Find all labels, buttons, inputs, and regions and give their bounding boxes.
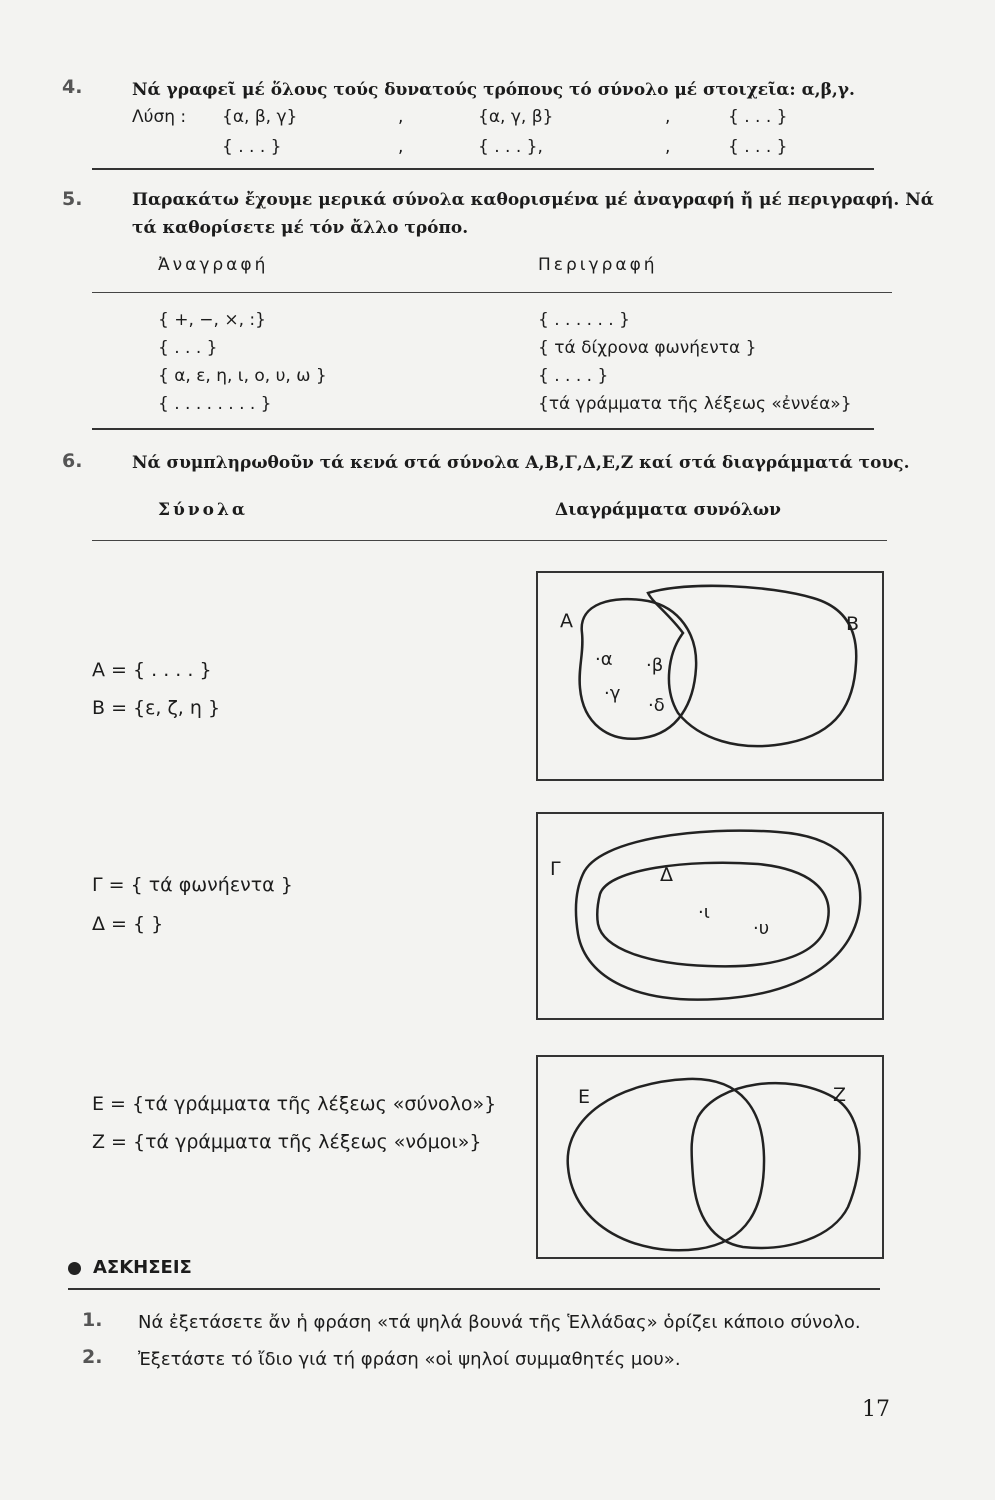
- bullet-icon: [68, 1262, 81, 1275]
- element-alpha: ·α: [595, 649, 613, 670]
- exercise-1-number: 1.: [82, 1309, 103, 1331]
- exercises-title: ΑΣΚΗΣΕΙΣ: [93, 1257, 192, 1278]
- ex4-answer-6: { . . . }: [728, 137, 788, 157]
- ex4-answer-4: { . . . }: [222, 137, 282, 157]
- set-e-label: Ε: [578, 1086, 591, 1108]
- divider: [92, 168, 874, 170]
- exercise-5-question-line1: Παρακάτω ἔχουμε μερικά σύνολα καθορισμένα μέ ἀναγραφή ἤ μέ περιγραφή. Νά: [132, 190, 934, 210]
- column-header-diagrammata: Διαγράμματα συνόλων: [555, 500, 781, 520]
- element-beta: ·β: [646, 655, 664, 676]
- venn-diagram-a-b: [536, 571, 884, 781]
- set-a-label: Α: [560, 610, 573, 632]
- column-header-perigrafi: Περιγραφή: [538, 255, 658, 275]
- table-header-rule: [92, 540, 887, 541]
- ex4-comma: ,: [665, 107, 671, 127]
- ex5-right-row-3: { . . . . }: [538, 366, 609, 386]
- set-d-label: Δ: [660, 864, 673, 886]
- set-z-definition: Ζ = {τά γράμματα τῆς λέξεως «νόμοι»}: [92, 1131, 482, 1153]
- venn-diagram-g-d: [536, 812, 884, 1020]
- set-d-definition: Δ = { }: [92, 913, 164, 935]
- ex4-comma: ,: [398, 137, 404, 157]
- table-header-rule: [92, 292, 892, 293]
- venn-diagram-a-b-shapes: [538, 573, 882, 779]
- set-b-definition: Β = {ε, ζ, η }: [92, 697, 221, 719]
- exercise-4-number: 4.: [62, 76, 83, 98]
- set-e-definition: Ε = {τά γράμματα τῆς λέξεως «σύνολο»}: [92, 1093, 497, 1115]
- ex5-right-row-4: {τά γράμματα τῆς λέξεως «ἐννέα»}: [538, 394, 852, 414]
- exercise-2-text: Ἐξετάστε τό ἴδιο γιά τή φράση «οἱ ψηλοί συμμαθητές μου».: [138, 1349, 681, 1370]
- column-header-synola: Σύνολα: [158, 500, 248, 520]
- element-delta: ·δ: [648, 695, 665, 716]
- exercise-6-number: 6.: [62, 450, 83, 472]
- ex4-answer-3: { . . . }: [728, 107, 788, 127]
- venn-diagram-e-z: [536, 1055, 884, 1259]
- set-a-definition: Α = { . . . . }: [92, 659, 212, 681]
- ex5-left-row-2: { . . . }: [158, 338, 218, 358]
- set-g-label: Γ: [550, 858, 561, 880]
- exercise-5-question-line2: τά καθορίσετε μέ τόν ἄλλο τρόπο.: [132, 218, 469, 238]
- element-upsilon: ·υ: [753, 918, 770, 939]
- ex5-right-row-2: { τά δίχρονα φωνήεντα }: [538, 338, 757, 358]
- exercises-heading: [68, 1257, 192, 1278]
- set-g-definition: Γ = { τά φωνήεντα }: [92, 874, 293, 896]
- ex4-answer-1: {α, β, γ}: [222, 107, 298, 127]
- exercise-6-question: Νά συμπληρωθοῦν τά κενά στά σύνολα Α,Β,Γ,Δ,Ε,Ζ καί στά διαγράμματά τους.: [132, 453, 910, 473]
- page-number: 17: [862, 1397, 890, 1422]
- divider: [68, 1288, 880, 1290]
- ex5-left-row-3: { α, ε, η, ι, ο, υ, ω }: [158, 366, 327, 386]
- exercise-2-number: 2.: [82, 1346, 103, 1368]
- exercise-4-question: Νά γραφεῖ μέ ὅλους τούς δυνατούς τρόπους τό σύνολο μέ στοιχεῖα: α,β,γ.: [132, 80, 855, 100]
- ex5-left-row-1: { +, −, ×, :}: [158, 310, 266, 330]
- element-gamma: ·γ: [604, 683, 621, 704]
- ex5-left-row-4: { . . . . . . . . }: [158, 394, 272, 414]
- set-b-label: Β: [846, 613, 860, 635]
- column-header-anagrafi: Ἀναγραφή: [158, 255, 269, 275]
- exercise-5-number: 5.: [62, 188, 83, 210]
- ex4-comma: ,: [398, 107, 404, 127]
- ex4-comma: ,: [665, 137, 671, 157]
- element-iota: ·ι: [698, 902, 710, 923]
- exercise-1-text: Νά ἐξετάσετε ἄν ἡ φράση «τά ψηλά βουνά τῆς Ἑλλάδας» ὁρίζει κάποιο σύνολο.: [138, 1312, 861, 1333]
- venn-diagram-g-d-shapes: [538, 814, 882, 1018]
- ex5-right-row-1: { . . . . . . }: [538, 310, 630, 330]
- ex4-answer-2: {α, γ, β}: [478, 107, 554, 127]
- set-z-label: Ζ: [833, 1084, 847, 1106]
- exercise-4-solution-label: Λύση :: [132, 107, 187, 127]
- ex4-answer-5: { . . . },: [478, 137, 543, 157]
- divider: [92, 428, 874, 430]
